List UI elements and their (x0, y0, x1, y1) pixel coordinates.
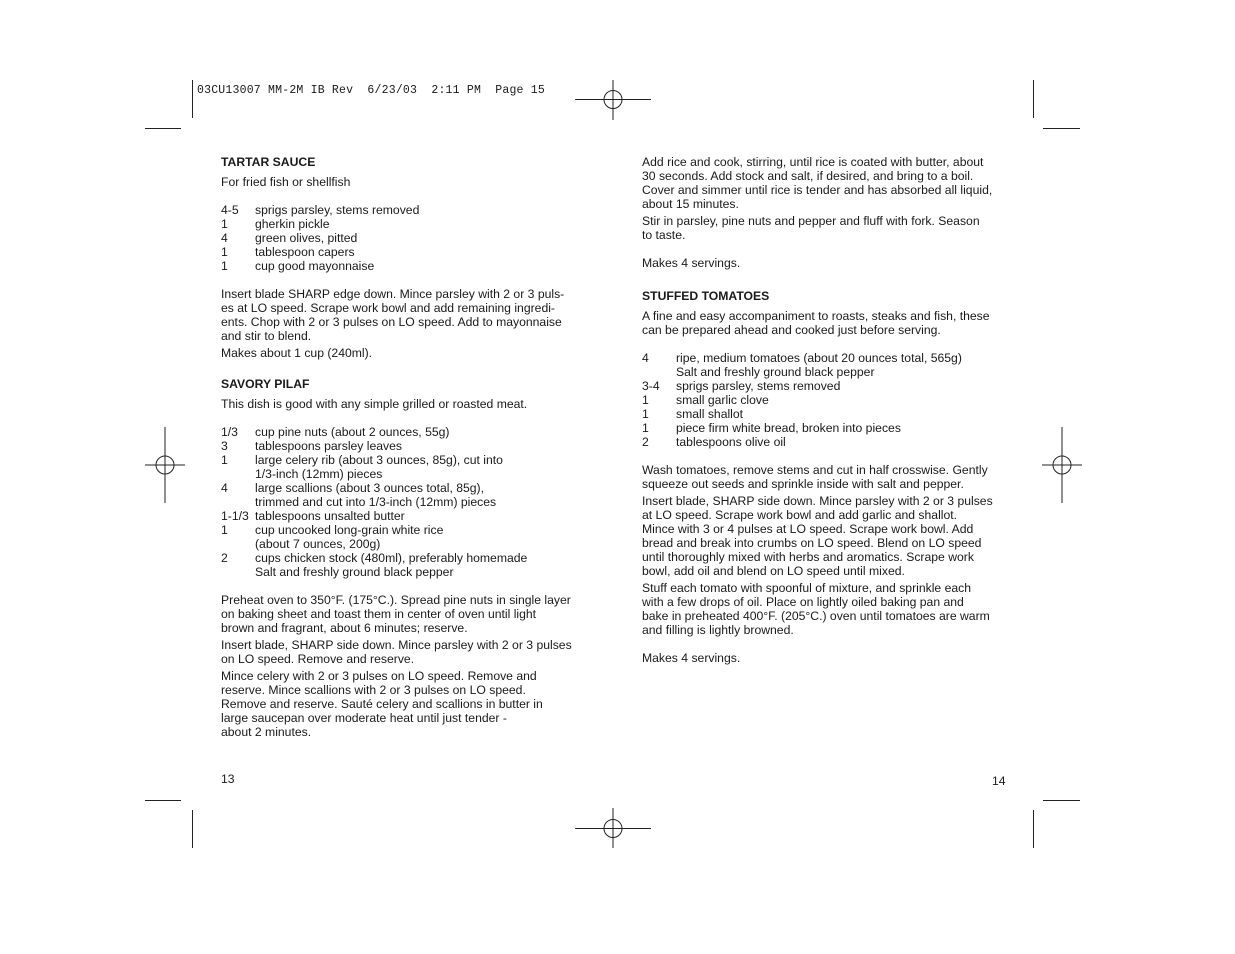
ingredient-qty: 1 (221, 523, 228, 537)
ingredient-list (221, 425, 591, 579)
crop-mark (1033, 80, 1034, 118)
ingredient-row (221, 467, 591, 481)
method-line: bake in preheated 400°F. (205°C.) oven until tomatoes are warm (642, 609, 990, 623)
recipe-yield: Makes 4 servings. (642, 256, 741, 270)
crop-mark (145, 800, 181, 801)
ingredient-qty: 2 (642, 435, 649, 449)
method-line: 30 seconds. Add stock and salt, if desired, and bring to a boil. (642, 169, 974, 183)
registration-mark-icon (575, 80, 651, 120)
recipe-subtitle (642, 309, 1012, 337)
method-line: on LO speed. Remove and reserve. (221, 652, 415, 666)
method-line: bowl, add oil and blend on LO speed until mixed. (642, 564, 905, 578)
ingredient-qty (221, 537, 255, 551)
ingredient-row (221, 439, 591, 453)
subtitle-line: A fine and easy accompaniment to roasts, steaks and fish, these (642, 309, 990, 323)
method-line: ents. Chop with 2 or 3 pulses on LO speed. Add to mayonnaise (221, 315, 562, 329)
registration-mark-icon (145, 427, 185, 503)
ingredient-qty (642, 365, 676, 379)
method-line: reserve. Mince scallions with 2 or 3 pulses on LO speed. (221, 683, 526, 697)
ingredient-text: large celery rib (about 3 ounces, 85g), cut into (255, 453, 503, 467)
method-line: squeeze out seeds and sprinkle inside with salt and pepper. (642, 477, 964, 491)
method-paragraph (221, 287, 591, 343)
ingredient-text: cup pine nuts (about 2 ounces, 55g) (255, 425, 450, 439)
ingredient-row (221, 425, 591, 439)
crop-mark (145, 128, 181, 129)
ingredient-list (642, 351, 1012, 449)
recipe-title: SAVORY PILAF (221, 377, 310, 391)
method-paragraph (221, 669, 591, 739)
ingredient-row (221, 495, 591, 509)
ingredient-qty: 3 (221, 439, 228, 453)
method-line: bread and break into crumbs on LO speed. Blend on LO speed (642, 536, 982, 550)
ingredient-qty: 1 (221, 453, 228, 467)
ingredient-text: sprigs parsley, stems removed (255, 203, 420, 217)
ingredient-qty: 4 (642, 351, 649, 365)
method-paragraph (642, 155, 1012, 211)
ingredient-row (221, 537, 591, 551)
ingredient-qty: 4 (221, 231, 228, 245)
ingredient-text: gherkin pickle (255, 217, 330, 231)
ingredient-text: piece firm white bread, broken into pieces (676, 421, 901, 435)
ingredient-text: small garlic clove (676, 393, 769, 407)
ingredient-row (221, 231, 591, 245)
ingredient-row (221, 453, 591, 467)
subtitle-line: can be prepared ahead and cooked just before serving. (642, 323, 941, 337)
printer-slug: 03CU13007 MM-2M IB Rev 6/23/03 2:11 PM Page 15 (197, 84, 545, 97)
ingredient-text: trimmed and cut into 1/3-inch (12mm) pieces (255, 495, 497, 509)
method-line: to taste. (642, 228, 686, 242)
ingredient-text: green olives, pitted (255, 231, 358, 245)
ingredient-row (221, 203, 591, 217)
ingredient-row (642, 421, 1012, 435)
ingredient-row (221, 509, 591, 523)
method-line: Preheat oven to 350°F. (175°C.). Spread pine nuts in single layer (221, 593, 571, 607)
ingredient-qty (221, 495, 255, 509)
ingredient-qty: 1 (642, 421, 649, 435)
method-line: Insert blade SHARP edge down. Mince parsley with 2 or 3 puls- (221, 287, 565, 301)
ingredient-text: cup good mayonnaise (255, 259, 375, 273)
ingredient-row (221, 551, 591, 565)
ingredient-qty: 1 (642, 393, 649, 407)
method-paragraph (221, 638, 591, 666)
method-line: Remove and reserve. Sauté celery and scallions in butter in (221, 697, 543, 711)
recipe-title: STUFFED TOMATOES (642, 289, 770, 303)
method-paragraph (642, 463, 1012, 491)
method-line: Mince with 3 or 4 pulses at LO speed. Scrape work bowl. Add (642, 522, 974, 536)
recipe-yield: Makes about 1 cup (240ml). (221, 346, 373, 360)
ingredient-row (642, 351, 1012, 365)
right-page-column (642, 155, 1012, 665)
crop-mark (1043, 128, 1080, 129)
method-paragraph (221, 593, 591, 635)
ingredient-row (221, 481, 591, 495)
method-paragraph (642, 214, 1012, 242)
method-paragraph (642, 581, 1012, 637)
registration-mark-icon (575, 808, 651, 848)
ingredient-row (642, 393, 1012, 407)
ingredient-qty: 3-4 (642, 379, 660, 393)
method-line: about 2 minutes. (221, 725, 312, 739)
method-line: and stir to blend. (221, 329, 312, 343)
method-line: Mince celery with 2 or 3 pulses on LO speed. Remove and (221, 669, 537, 683)
ingredient-text: large scallions (about 3 ounces total, 85g), (255, 481, 484, 495)
ingredient-qty: 2 (221, 551, 228, 565)
crop-mark (1033, 810, 1034, 848)
crop-mark (1043, 800, 1080, 801)
ingredient-row (642, 379, 1012, 393)
ingredient-row (221, 217, 591, 231)
crop-mark (192, 80, 193, 118)
ingredient-row (221, 259, 591, 273)
left-page-column (221, 155, 591, 739)
ingredient-qty (221, 467, 255, 481)
page-number-right: 14 (992, 774, 1006, 788)
method-line: Wash tomatoes, remove stems and cut in half crosswise. Gently (642, 463, 988, 477)
method-line: Stir in parsley, pine nuts and pepper and fluff with fork. Season (642, 214, 980, 228)
recipe-title: TARTAR SAUCE (221, 155, 316, 169)
registration-mark-icon (1042, 427, 1082, 503)
ingredient-row (642, 407, 1012, 421)
method-line: es at LO speed. Scrape work bowl and add remaining ingredi- (221, 301, 555, 315)
ingredient-text: Salt and freshly ground black pepper (255, 565, 454, 579)
page-number-left: 13 (221, 772, 235, 786)
method-line: with a few drops of oil. Place on lightly oiled baking pan and (642, 595, 964, 609)
ingredient-text: (about 7 ounces, 200g) (255, 537, 381, 551)
method-line: Cover and simmer until rice is tender and has absorbed all liquid, (642, 183, 993, 197)
ingredient-list (221, 203, 591, 273)
ingredient-qty: 1-1/3 (221, 509, 249, 523)
ingredient-row (221, 523, 591, 537)
method-line: and filling is lightly browned. (642, 623, 794, 637)
crop-mark (192, 810, 193, 848)
recipe-yield: Makes 4 servings. (642, 651, 741, 665)
ingredient-qty: 1 (221, 245, 228, 259)
ingredient-text: tablespoons unsalted butter (255, 509, 405, 523)
ingredient-qty: 1 (642, 407, 649, 421)
ingredient-row (221, 565, 591, 579)
ingredient-text: tablespoon capers (255, 245, 355, 259)
method-line: about 15 minutes. (642, 197, 739, 211)
method-line: Insert blade, SHARP side down. Mince parsley with 2 or 3 pulses (642, 494, 993, 508)
method-line: brown and fragrant, about 6 minutes; reserve. (221, 621, 468, 635)
ingredient-text: 1/3-inch (12mm) pieces (255, 467, 383, 481)
method-line: on baking sheet and toast them in center of oven until light (221, 607, 537, 621)
method-line: Stuff each tomato with spoonful of mixture, and sprinkle each (642, 581, 972, 595)
ingredient-text: tablespoons parsley leaves (255, 439, 403, 453)
recipe-subtitle: This dish is good with any simple grilled or roasted meat. (221, 397, 528, 411)
ingredient-text: small shallot (676, 407, 744, 421)
ingredient-row (642, 365, 1012, 379)
ingredient-qty: 4 (221, 481, 228, 495)
ingredient-row (642, 435, 1012, 449)
ingredient-text: sprigs parsley, stems removed (676, 379, 841, 393)
ingredient-row (221, 245, 591, 259)
ingredient-qty: 1 (221, 217, 228, 231)
ingredient-qty (221, 565, 255, 579)
method-line: Add rice and cook, stirring, until rice is coated with butter, about (642, 155, 984, 169)
ingredient-text: cups chicken stock (480ml), preferably homemade (255, 551, 528, 565)
method-paragraph (642, 494, 1012, 578)
ingredient-text: ripe, medium tomatoes (about 20 ounces total, 565g) (676, 351, 962, 365)
ingredient-text: tablespoons olive oil (676, 435, 786, 449)
method-line: until thoroughly mixed with herbs and aromatics. Scrape work (642, 550, 974, 564)
ingredient-qty: 1 (221, 259, 228, 273)
ingredient-text: Salt and freshly ground black pepper (676, 365, 875, 379)
ingredient-qty: 4-5 (221, 203, 239, 217)
method-line: at LO speed. Scrape work bowl and add garlic and shallot. (642, 508, 958, 522)
ingredient-qty: 1/3 (221, 425, 238, 439)
recipe-subtitle: For fried fish or shellfish (221, 175, 351, 189)
method-line: large saucepan over moderate heat until just tender - (221, 711, 507, 725)
ingredient-text: cup uncooked long-grain white rice (255, 523, 444, 537)
method-line: Insert blade, SHARP side down. Mince parsley with 2 or 3 pulses (221, 638, 572, 652)
